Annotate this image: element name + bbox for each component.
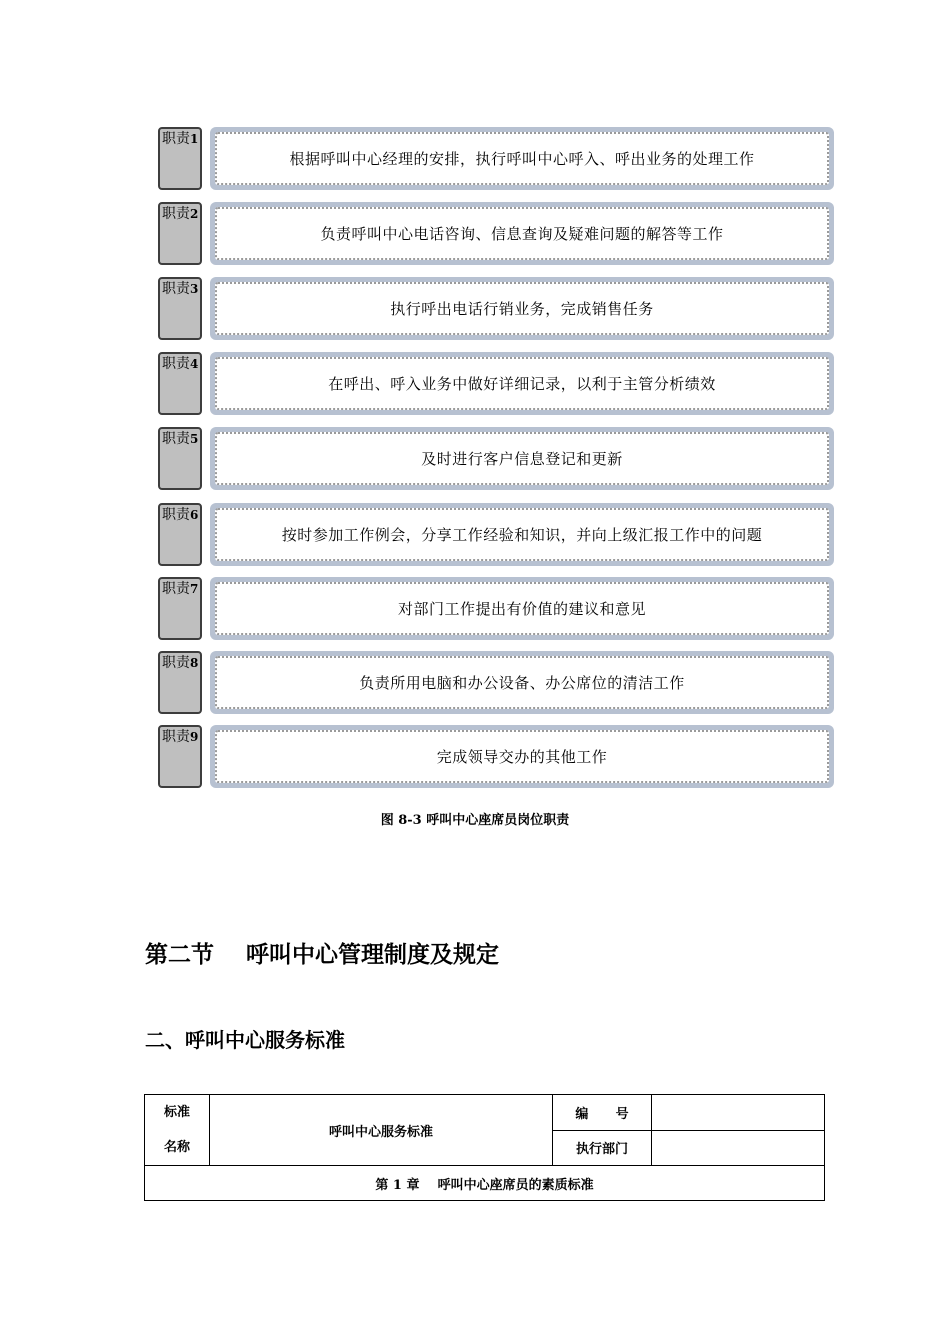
- duty-box: [210, 427, 834, 490]
- sub-title: 二、呼叫中心服务标准: [145, 1028, 345, 1052]
- duty-text: 完成领导交办的其他工作: [215, 730, 829, 783]
- duty-text: 按时参加工作例会，分享工作经验和知识，并向上级汇报工作中的问题: [215, 508, 829, 561]
- dept-label-cell: 执行部门: [553, 1130, 652, 1166]
- duty-text: 执行呼出电话行销业务，完成销售任务: [215, 282, 829, 335]
- duty-tag: [158, 352, 202, 415]
- duty-box: [210, 725, 834, 788]
- chapter-cell: 第 1 章 呼叫中心座席员的素质标准: [145, 1166, 825, 1201]
- duty-tag: [158, 503, 202, 566]
- duty-tag-label: 职责: [162, 729, 190, 745]
- duty-item: [158, 277, 834, 343]
- duty-item: [158, 651, 834, 717]
- duty-box: [210, 352, 834, 415]
- duty-tag-number: 8: [190, 656, 199, 670]
- duty-tag-number: 1: [190, 132, 199, 146]
- duty-tag-number: 4: [190, 357, 199, 371]
- standard-table: [144, 1094, 825, 1201]
- figure-caption: 图 8-3 呼叫中心座席员岗位职责: [380, 813, 570, 828]
- duty-tag: [158, 127, 202, 190]
- duty-tag-label: 职责: [162, 206, 190, 222]
- duty-tag: [158, 577, 202, 640]
- duty-tag-number: 3: [190, 282, 199, 296]
- name-label-line-2: 名称: [163, 1140, 190, 1155]
- duty-tag: [158, 202, 202, 265]
- duty-text: 对部门工作提出有价值的建议和意见: [215, 582, 829, 635]
- code-value-cell: [652, 1095, 825, 1131]
- duty-box: [210, 503, 834, 566]
- duty-box: [210, 651, 834, 714]
- section-title: 第二节 呼叫中心管理制度及规定: [145, 942, 500, 968]
- duty-tag-label: 职责: [162, 356, 190, 372]
- duty-tag: [158, 427, 202, 490]
- duty-text: 及时进行客户信息登记和更新: [215, 432, 829, 485]
- duty-tag-label: 职责: [162, 581, 190, 597]
- duty-tag-label: 职责: [162, 131, 190, 147]
- duty-tag: [158, 651, 202, 714]
- name-label-line-1: 标准: [163, 1105, 190, 1120]
- duty-box: [210, 577, 834, 640]
- duty-tag: [158, 277, 202, 340]
- duty-tag-label: 职责: [162, 281, 190, 297]
- duty-tag-number: 5: [190, 432, 199, 446]
- duty-text: 负责所用电脑和办公设备、办公席位的清洁工作: [215, 656, 829, 709]
- duty-text: 根据呼叫中心经理的安排，执行呼叫中心呼入、呼出业务的处理工作: [215, 132, 829, 185]
- duty-item: [158, 503, 834, 569]
- duty-tag-number: 6: [190, 508, 199, 522]
- duty-item: [158, 352, 834, 418]
- duty-box: [210, 277, 834, 340]
- duty-tag-label: 职责: [162, 507, 190, 523]
- duty-item: [158, 427, 834, 493]
- duty-tag: [158, 725, 202, 788]
- duty-box: [210, 127, 834, 190]
- duty-tag-label: 职责: [162, 655, 190, 671]
- duty-tag-number: 9: [190, 730, 199, 744]
- duty-tag-number: 2: [190, 207, 199, 221]
- duty-box: [210, 202, 834, 265]
- duty-item: [158, 127, 834, 193]
- name-label-cell: [145, 1095, 210, 1166]
- duty-item: [158, 725, 834, 791]
- duty-tag-label: 职责: [162, 431, 190, 447]
- code-label-cell: 编 号: [553, 1095, 652, 1131]
- duty-item: [158, 202, 834, 268]
- duty-text: 在呼出、呼入业务中做好详细记录，以利于主管分析绩效: [215, 357, 829, 410]
- duty-text: 负责呼叫中心电话咨询、信息查询及疑难问题的解答等工作: [215, 207, 829, 260]
- duty-tag-number: 7: [190, 582, 199, 596]
- dept-value-cell: [652, 1130, 825, 1166]
- duty-item: [158, 577, 834, 643]
- standard-title-cell: 呼叫中心服务标准: [210, 1095, 553, 1166]
